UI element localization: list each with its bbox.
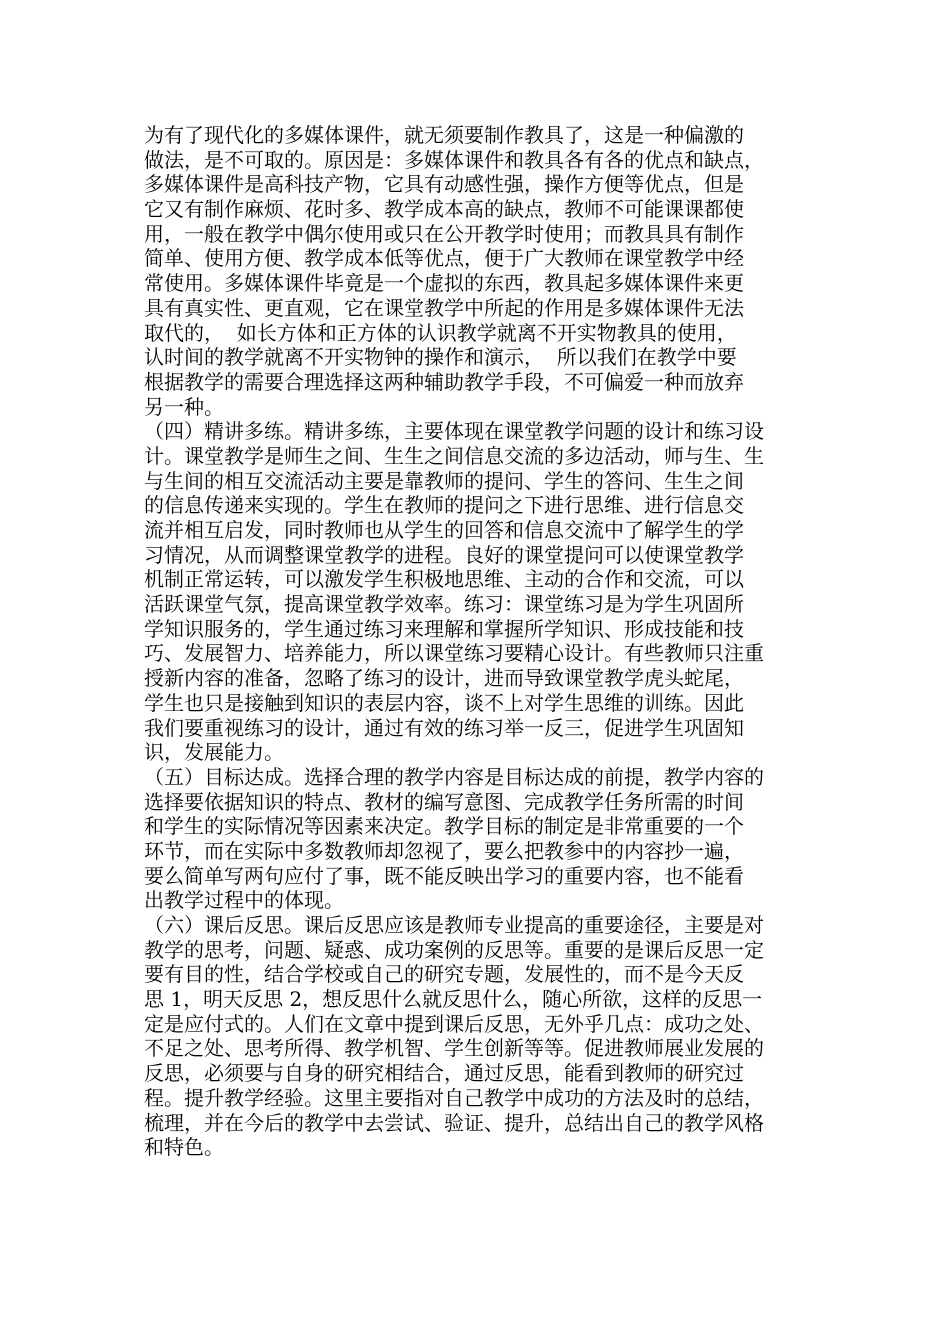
text-line: 多媒体课件是高科技产物，它具有动感性强，操作方便等优点，但是	[144, 172, 744, 197]
text-line: 计。课堂教学是师生之间、生生之间信息交流的多边活动，师与生、生	[144, 443, 764, 468]
document-body-text	[144, 123, 816, 1160]
text-line: 梳理，并在今后的教学中去尝试、验证、提升，总结出自己的教学风格	[144, 1110, 764, 1135]
text-line: 巧、发展智力、培养能力，所以课堂练习要精心设计。有些教师只注重	[144, 641, 764, 666]
text-line: （四）精讲多练。精讲多练，主要体现在课堂教学问题的设计和练习设	[144, 419, 764, 444]
text-line: 与生间的相互交流活动主要是靠教师的提问、学生的答问、生生之间	[144, 468, 744, 493]
text-line: 常使用。多媒体课件毕竟是一个虚拟的东西，教具起多媒体课件来更	[144, 271, 744, 296]
text-line: 要有目的性，结合学校或自己的研究专题，发展性的，而不是今天反	[144, 962, 744, 987]
text-line: 另一种。	[144, 394, 224, 419]
text-line: 用，一般在教学中偶尔使用或只在公开教学时使用；而教具具有制作	[144, 221, 744, 246]
text-line: 具有真实性、更直观，它在课堂教学中所起的作用是多媒体课件无法	[144, 295, 744, 320]
text-line: 学生也只是接触到知识的表层内容，谈不上对学生思维的训练。因此	[144, 690, 744, 715]
text-line: 为有了现代化的多媒体课件，就无须要制作教具了，这是一种偏激的	[144, 123, 744, 147]
text-line: 反思，必须要与自身的研究相结合，通过反思，能看到教师的研究过	[144, 1061, 744, 1086]
text-line: 认时间的教学就离不开实物钟的操作和演示， 所以我们在教学中要	[144, 345, 737, 370]
text-line: 做法，是不可取的。原因是：多媒体课件和教具各有各的优点和缺点，	[144, 147, 764, 172]
text-line: 授新内容的准备，忽略了练习的设计，进而导致课堂教学虎头蛇尾，	[144, 666, 744, 691]
text-line: 流并相互启发，同时教师也从学生的回答和信息交流中了解学生的学	[144, 518, 744, 542]
text-line: 环节，而在实际中多数教师却忽视了，要么把教参中的内容抄一遍，	[144, 838, 744, 863]
text-line: 的信息传递来实现的。学生在教师的提问之下进行思维、进行信息交	[144, 493, 744, 518]
text-line: 和特色。	[144, 1135, 224, 1160]
text-line: 学知识服务的，学生通过练习来理解和掌握所学知识、形成技能和技	[144, 616, 744, 641]
text-line: 机制正常运转，可以激发学生积极地思维、主动的合作和交流，可以	[144, 567, 744, 592]
text-line: 要么简单写两句应付了事，既不能反映出学习的重要内容，也不能看	[144, 863, 744, 888]
text-line: 定是应付式的。人们在文章中提到课后反思，无外乎几点：成功之处、	[144, 1011, 764, 1036]
text-line: 习情况，从而调整课堂教学的进程。良好的课堂提问可以使课堂教学	[144, 542, 744, 567]
text-line: 程。提升教学经验。这里主要指对自己教学中成功的方法及时的总结，	[144, 1085, 764, 1110]
text-line: （六）课后反思。课后反思应该是教师专业提高的重要途径，主要是对	[144, 913, 764, 937]
text-line: 出教学过程中的体现。	[144, 888, 344, 913]
text-line: 它又有制作麻烦、花时多、教学成本高的缺点，教师不可能课课都使	[144, 197, 744, 222]
text-line: 根据教学的需要合理选择这两种辅助教学手段，不可偏爱一种而放弃	[144, 369, 744, 394]
text-line: 简单、使用方便、教学成本低等优点，便于广大教师在课堂教学中经	[144, 246, 744, 271]
text-line: 识，发展能力。	[144, 740, 284, 765]
text-line: 活跃课堂气氛，提高课堂教学效率。练习：课堂练习是为学生巩固所	[144, 592, 744, 617]
text-line: 和学生的实际情况等因素来决定。教学目标的制定是非常重要的一个	[144, 814, 744, 839]
text-line: 选择要依据知识的特点、教材的编写意图、完成教学任务所需的时间	[144, 789, 744, 814]
text-line: 取代的， 如长方体和正方体的认识教学就离不开实物教具的使用，	[144, 320, 737, 345]
text-line: 我们要重视练习的设计，通过有效的练习举一反三，促进学生巩固知	[144, 715, 744, 740]
text-line: 思 1，明天反思 2，想反思什么就反思什么，随心所欲，这样的反思一	[144, 987, 763, 1012]
text-line: 教学的思考，问题、疑惑、成功案例的反思等。重要的是课后反思一定	[144, 937, 764, 962]
text-line: （五）目标达成。选择合理的教学内容是目标达成的前提，教学内容的	[144, 764, 764, 789]
text-line: 不足之处、思考所得、教学机智、学生创新等等。促进教师展业发展的	[144, 1036, 764, 1061]
